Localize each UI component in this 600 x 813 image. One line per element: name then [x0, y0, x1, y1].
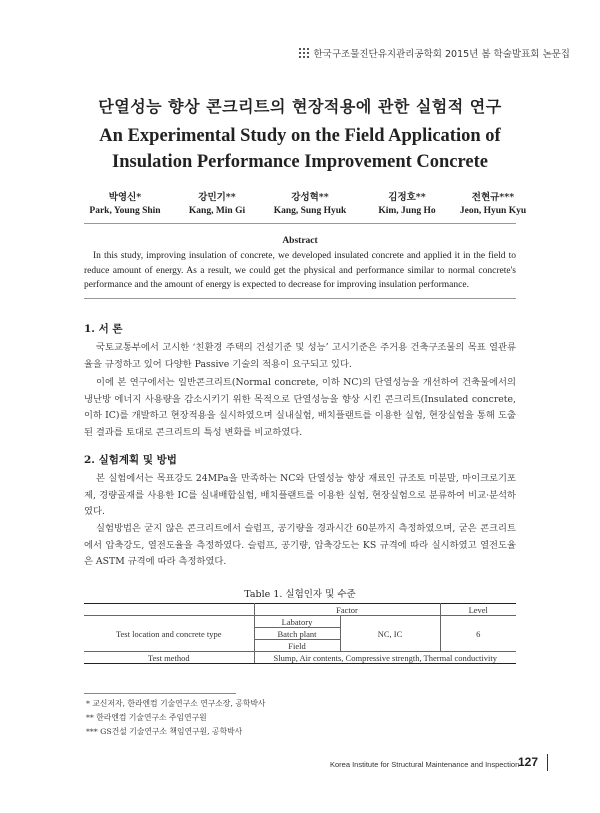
page-number: 127	[518, 755, 539, 769]
divider	[84, 223, 516, 224]
author-name-en: Park, Young Shin	[89, 206, 161, 216]
title-english	[40, 123, 560, 175]
footnote: * 교신저자, 한라엔컴 기술연구소 연구소장, 공학박사	[86, 699, 266, 708]
table-cell: Batch plant	[254, 628, 340, 640]
footnote-divider	[84, 693, 236, 694]
section-heading-method: 2. 실험계획 및 방법	[84, 454, 177, 466]
table-cell: Labatory	[254, 616, 340, 628]
conference-header	[280, 46, 570, 60]
author-name-ko: 강성혁**	[291, 192, 329, 203]
author-name-en: Kang, Sung Hyuk	[273, 206, 347, 216]
author	[255, 189, 365, 216]
abstract-text: In this study, improving insulation of concrete, we developed insulated concrete and applied it in the field to reduce amount of energy. As a result, we could get the physical and performance similar to normal concrete's performance and the amount of energy is expected to decrease for improving insulation performance.	[84, 251, 516, 290]
table-caption: Table 1. 실험인자 및 수준	[244, 589, 356, 600]
table-row	[84, 652, 516, 664]
author-name-en: Kang, Min Gi	[188, 206, 246, 216]
title-english-line1: An Experimental Study on the Field Application of	[99, 126, 501, 146]
table-header-blank	[84, 604, 254, 616]
paragraph: 이에 본 연구에서는 일반콘크리트(Normal concrete, 이하 NC)의 단열성능을 개선하여 건축물에서의 냉난방 에너지 사용량을 감소시키기 위한 목적으로 단열성능을 향상 시킨 콘크리트(Insulated concrete, 이하 IC)를 개발하고 현장적용을 실시하였으며 실내실험, 배치플랜트를 이용한 실험, 현장실험을 통해 도출된 결과를 토대로 콘크리트의 특성 변화를 비교하였다.	[84, 377, 516, 438]
experiment-factors-table	[84, 603, 516, 664]
author-name-en: Kim, Jung Ho	[378, 206, 436, 216]
table-cell: NC, IC	[340, 616, 440, 652]
table-header-row	[84, 604, 516, 616]
divider	[84, 298, 516, 299]
footnote: *** GS건설 기술연구소 책임연구원, 공학박사	[86, 727, 243, 736]
abstract-title: Abstract	[282, 236, 318, 246]
author-name-ko: 김정호**	[388, 192, 426, 203]
author-name-ko: 박영신*	[108, 192, 142, 203]
table-cell: 6	[440, 616, 516, 652]
footnote: ** 한라엔컴 기술연구소 주임연구원	[86, 713, 207, 722]
paragraph: 본 실험에서는 목표강도 24MPa을 만족하는 NC와 단열성능 향상 재료인 규조토 미분말, 마이크로기포제, 경량골재를 사용한 IC를 실내배합실험, 배치플랜트를 이용한 실험, 현장실험으로 분류하여 비교·분석하였다.	[84, 473, 516, 517]
section-heading-introduction: 1. 서 론	[84, 323, 123, 335]
table-cell: Slump, Air contents, Compressive strength, Thermal conductivity	[254, 652, 516, 664]
author-name-ko: 전현규***	[471, 192, 515, 203]
table-cell-row-label: Test location and concrete type	[84, 616, 254, 652]
table-row	[84, 616, 516, 628]
table-cell-row-label: Test method	[84, 652, 254, 664]
table-header-factor: Factor	[254, 604, 440, 616]
table-header-level: Level	[440, 604, 516, 616]
journal-footer: Korea Institute for Structural Maintenance and Inspection	[330, 760, 520, 769]
author-name-ko: 강민기**	[198, 192, 236, 203]
paragraph: 실험방법은 굳지 않은 콘크리트에서 슬럼프, 공기량을 경과시간 60분까지 측정하였으며, 굳은 콘크리트에서 압축강도, 열전도율을 측정하였다. 슬럼프, 공기량, 압축강도는 KS 규격에 따라 실시하였고 열전도율은 ASTM 규격에 따라 측정하였다.	[84, 523, 516, 567]
author	[438, 189, 548, 216]
page-number-bar	[547, 754, 548, 771]
paragraph: 국토교통부에서 고시한 ‘친환경 주택의 건설기준 및 성능’ 고시기준은 주거용 건축구조물의 목표 열관류율을 규정하고 있어 다양한 Passive 기술의 적용이 요구되고 있다.	[84, 342, 516, 370]
decorative-dots-icon	[299, 48, 309, 58]
title-english-line2: Insulation Performance Improvement Concrete	[112, 152, 488, 172]
conference-name: 한국구조물진단유지관리공학회 2015년 봄 학술발표회 논문집	[313, 49, 570, 60]
table-cell: Field	[254, 640, 340, 652]
author-name-en: Jeon, Hyun Kyu	[459, 206, 527, 216]
title-korean: 단열성능 향상 콘크리트의 현장적용에 관한 실험적 연구	[98, 97, 502, 116]
